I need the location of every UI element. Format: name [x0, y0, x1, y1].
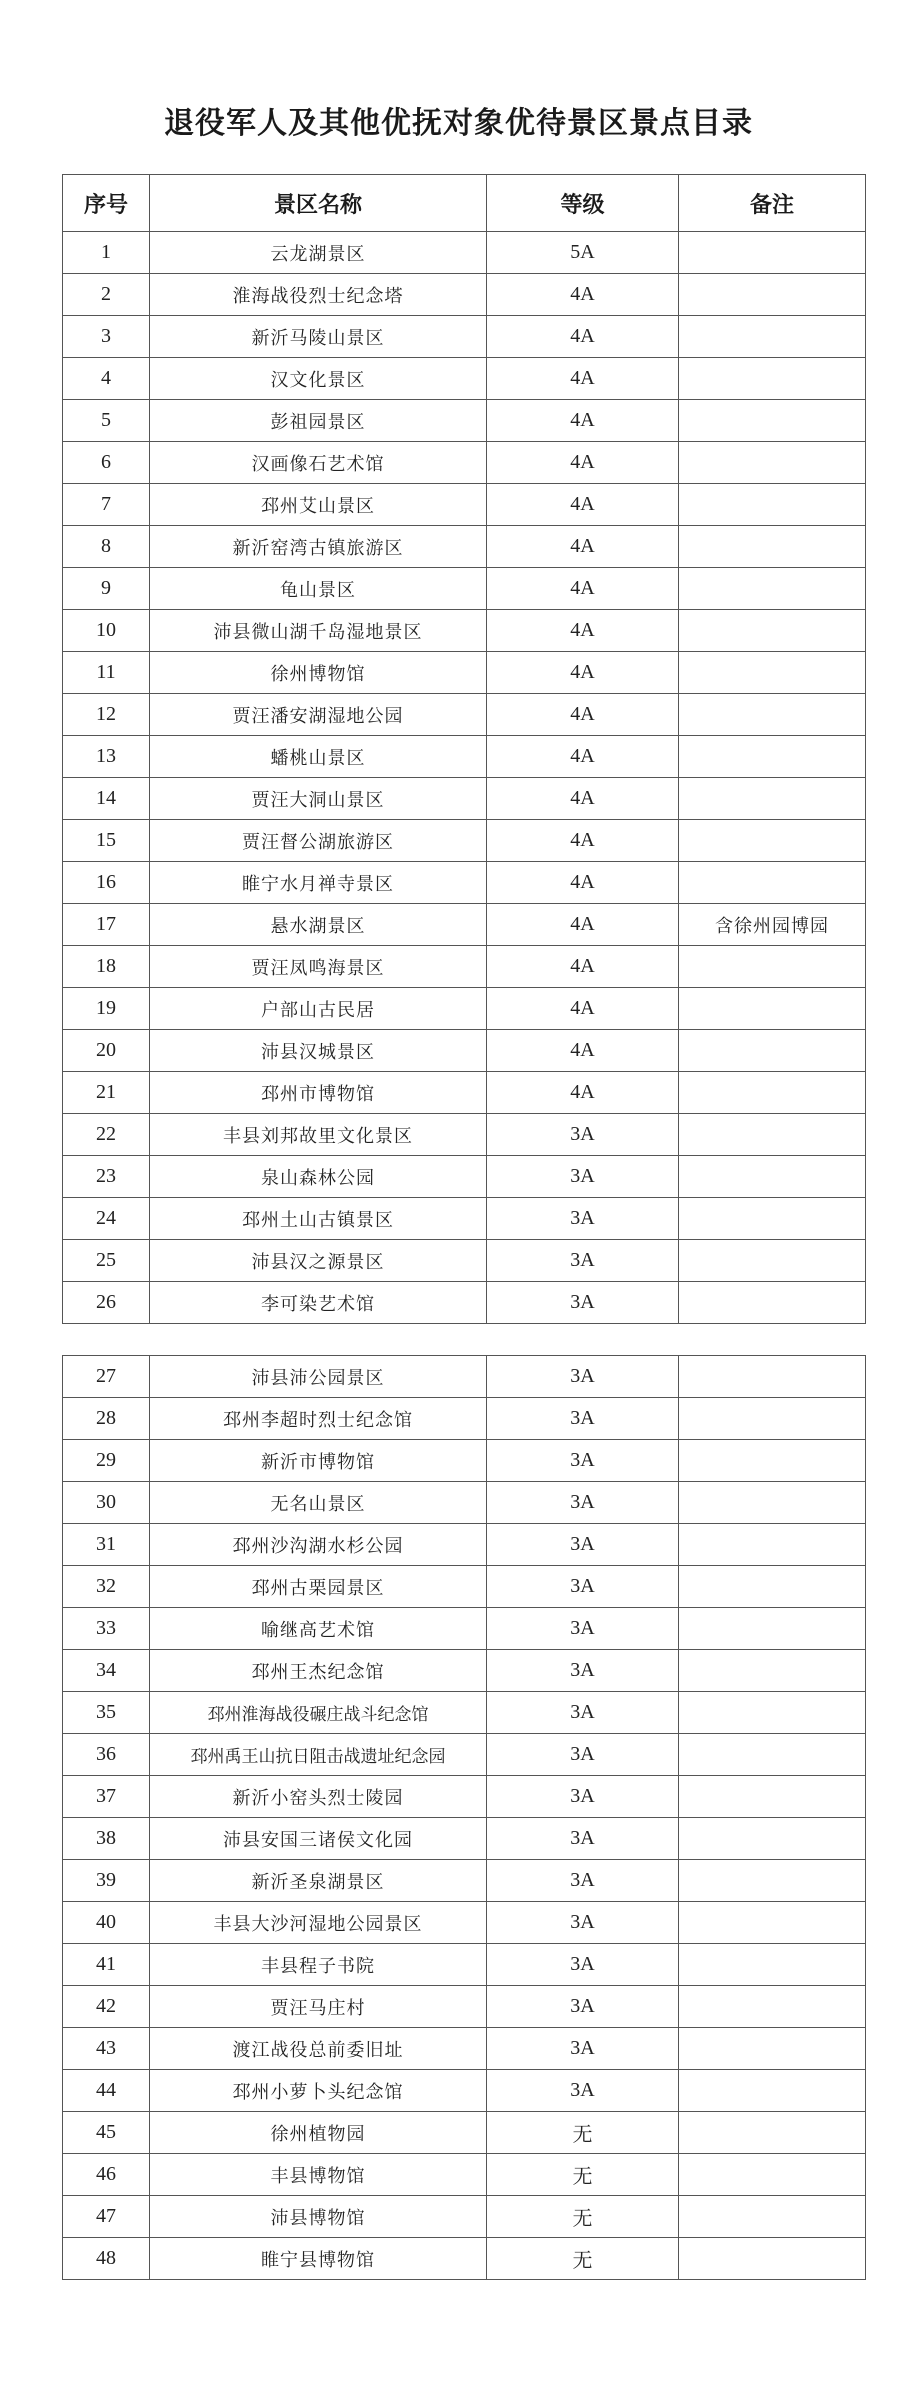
cell-remark — [679, 2154, 866, 2196]
cell-no: 32 — [63, 1566, 150, 1608]
cell-grade: 3A — [487, 1198, 679, 1240]
cell-grade: 3A — [487, 1734, 679, 1776]
cell-remark — [679, 1608, 866, 1650]
cell-grade: 4A — [487, 358, 679, 400]
cell-no: 39 — [63, 1860, 150, 1902]
cell-name: 睢宁水月禅寺景区 — [150, 862, 487, 904]
cell-name: 贾汪大洞山景区 — [150, 778, 487, 820]
cell-name: 沛县汉城景区 — [150, 1030, 487, 1072]
table-row — [63, 778, 866, 820]
cell-name: 无名山景区 — [150, 1482, 487, 1524]
cell-name: 新沂马陵山景区 — [150, 316, 487, 358]
cell-name: 新沂圣泉湖景区 — [150, 1860, 487, 1902]
cell-no: 43 — [63, 2028, 150, 2070]
table-row — [63, 1482, 866, 1524]
table-row — [63, 862, 866, 904]
table-row — [63, 358, 866, 400]
cell-no: 15 — [63, 820, 150, 862]
cell-remark — [679, 610, 866, 652]
cell-remark — [679, 1902, 866, 1944]
cell-name: 丰县博物馆 — [150, 2154, 487, 2196]
cell-remark — [679, 1692, 866, 1734]
cell-grade: 4A — [487, 316, 679, 358]
cell-remark — [679, 1198, 866, 1240]
cell-no: 4 — [63, 358, 150, 400]
table-row — [63, 652, 866, 694]
table-row — [63, 1440, 866, 1482]
header-remark: 备注 — [679, 175, 866, 232]
cell-remark — [679, 484, 866, 526]
cell-no: 19 — [63, 988, 150, 1030]
cell-remark — [679, 2070, 866, 2112]
cell-grade: 3A — [487, 1818, 679, 1860]
cell-grade: 4A — [487, 1072, 679, 1114]
cell-grade: 3A — [487, 1776, 679, 1818]
cell-no: 14 — [63, 778, 150, 820]
cell-remark — [679, 232, 866, 274]
cell-grade: 4A — [487, 568, 679, 610]
cell-grade: 4A — [487, 904, 679, 946]
table-row — [63, 2154, 866, 2196]
cell-grade: 4A — [487, 694, 679, 736]
cell-remark — [679, 1440, 866, 1482]
cell-grade: 无 — [487, 2238, 679, 2280]
cell-name: 邳州淮海战役碾庄战斗纪念馆 — [150, 1692, 487, 1734]
cell-remark — [679, 1072, 866, 1114]
table-row — [63, 2238, 866, 2280]
cell-grade: 3A — [487, 1944, 679, 1986]
table-row — [63, 1776, 866, 1818]
cell-remark — [679, 1734, 866, 1776]
cell-name: 睢宁县博物馆 — [150, 2238, 487, 2280]
cell-grade: 4A — [487, 988, 679, 1030]
table-row — [63, 946, 866, 988]
cell-grade: 4A — [487, 442, 679, 484]
table-row — [63, 2028, 866, 2070]
cell-no: 31 — [63, 1524, 150, 1566]
cell-name: 徐州博物馆 — [150, 652, 487, 694]
cell-remark — [679, 652, 866, 694]
table-row — [63, 610, 866, 652]
cell-no: 2 — [63, 274, 150, 316]
cell-name: 沛县安国三诸侯文化园 — [150, 1818, 487, 1860]
cell-remark — [679, 1114, 866, 1156]
cell-grade: 无 — [487, 2112, 679, 2154]
cell-grade: 4A — [487, 610, 679, 652]
table-row — [63, 232, 866, 274]
cell-name: 沛县汉之源景区 — [150, 1240, 487, 1282]
cell-name: 淮海战役烈士纪念塔 — [150, 274, 487, 316]
table-row — [63, 1114, 866, 1156]
cell-remark — [679, 736, 866, 778]
table-row — [63, 568, 866, 610]
cell-name: 丰县刘邦故里文化景区 — [150, 1114, 487, 1156]
cell-grade: 4A — [487, 652, 679, 694]
cell-no: 28 — [63, 1398, 150, 1440]
cell-remark — [679, 1944, 866, 1986]
cell-name: 彭祖园景区 — [150, 400, 487, 442]
cell-no: 41 — [63, 1944, 150, 1986]
table-row — [63, 1944, 866, 1986]
cell-remark — [679, 526, 866, 568]
cell-remark — [679, 946, 866, 988]
cell-no: 21 — [63, 1072, 150, 1114]
cell-no: 40 — [63, 1902, 150, 1944]
cell-name: 邳州古栗园景区 — [150, 1566, 487, 1608]
table-row — [63, 1282, 866, 1324]
table-row — [63, 1566, 866, 1608]
cell-name: 丰县大沙河湿地公园景区 — [150, 1902, 487, 1944]
cell-name: 悬水湖景区 — [150, 904, 487, 946]
cell-grade: 4A — [487, 820, 679, 862]
cell-grade: 3A — [487, 1398, 679, 1440]
cell-no: 38 — [63, 1818, 150, 1860]
cell-grade: 3A — [487, 1282, 679, 1324]
cell-grade: 3A — [487, 1566, 679, 1608]
table-row — [63, 526, 866, 568]
cell-remark — [679, 820, 866, 862]
cell-name: 新沂市博物馆 — [150, 1440, 487, 1482]
cell-name: 邳州艾山景区 — [150, 484, 487, 526]
cell-name: 邳州土山古镇景区 — [150, 1198, 487, 1240]
table-row — [63, 1608, 866, 1650]
cell-no: 29 — [63, 1440, 150, 1482]
cell-remark — [679, 2238, 866, 2280]
table-row — [63, 1734, 866, 1776]
cell-grade: 4A — [487, 736, 679, 778]
cell-name: 邳州小萝卜头纪念馆 — [150, 2070, 487, 2112]
table-header-row — [63, 175, 866, 232]
cell-name: 沛县微山湖千岛湿地景区 — [150, 610, 487, 652]
table-row — [63, 736, 866, 778]
cell-name: 李可染艺术馆 — [150, 1282, 487, 1324]
cell-no: 23 — [63, 1156, 150, 1198]
cell-grade: 4A — [487, 1030, 679, 1072]
cell-grade: 3A — [487, 1240, 679, 1282]
cell-grade: 无 — [487, 2154, 679, 2196]
cell-grade: 3A — [487, 1860, 679, 1902]
table-row — [63, 1524, 866, 1566]
table-row — [63, 400, 866, 442]
table-row — [63, 2070, 866, 2112]
cell-grade: 4A — [487, 484, 679, 526]
table-row — [63, 274, 866, 316]
header-name: 景区名称 — [150, 175, 487, 232]
cell-name: 蟠桃山景区 — [150, 736, 487, 778]
cell-remark — [679, 1986, 866, 2028]
cell-grade: 4A — [487, 862, 679, 904]
cell-remark — [679, 1156, 866, 1198]
cell-grade: 4A — [487, 400, 679, 442]
cell-no: 7 — [63, 484, 150, 526]
cell-name: 邳州李超时烈士纪念馆 — [150, 1398, 487, 1440]
cell-no: 42 — [63, 1986, 150, 2028]
table-row — [63, 1986, 866, 2028]
cell-name: 汉文化景区 — [150, 358, 487, 400]
cell-name: 新沂窑湾古镇旅游区 — [150, 526, 487, 568]
header-no: 序号 — [63, 175, 150, 232]
cell-name: 贾汪督公湖旅游区 — [150, 820, 487, 862]
cell-name: 徐州植物园 — [150, 2112, 487, 2154]
cell-grade: 4A — [487, 274, 679, 316]
cell-remark — [679, 1524, 866, 1566]
cell-grade: 3A — [487, 1986, 679, 2028]
header-grade: 等级 — [487, 175, 679, 232]
table-row — [63, 1692, 866, 1734]
cell-no: 6 — [63, 442, 150, 484]
table-row — [63, 1072, 866, 1114]
cell-no: 22 — [63, 1114, 150, 1156]
page-title: 退役军人及其他优抚对象优待景区景点目录 — [164, 106, 753, 141]
cell-no: 25 — [63, 1240, 150, 1282]
cell-remark — [679, 1398, 866, 1440]
table-row — [63, 2196, 866, 2238]
cell-name: 云龙湖景区 — [150, 232, 487, 274]
cell-grade: 3A — [487, 1524, 679, 1566]
cell-name: 喻继高艺术馆 — [150, 1608, 487, 1650]
cell-name: 贾汪马庄村 — [150, 1986, 487, 2028]
cell-no: 12 — [63, 694, 150, 736]
cell-grade: 3A — [487, 1692, 679, 1734]
cell-name: 贾汪潘安湖湿地公园 — [150, 694, 487, 736]
table-row — [63, 2112, 866, 2154]
cell-name: 新沂小窑头烈士陵园 — [150, 1776, 487, 1818]
cell-name: 户部山古民居 — [150, 988, 487, 1030]
table-row — [63, 1030, 866, 1072]
cell-remark — [679, 1566, 866, 1608]
cell-name: 丰县程子书院 — [150, 1944, 487, 1986]
cell-remark: 含徐州园博园 — [679, 904, 866, 946]
cell-grade: 4A — [487, 526, 679, 568]
cell-grade: 3A — [487, 1902, 679, 1944]
cell-grade: 3A — [487, 1482, 679, 1524]
cell-no: 10 — [63, 610, 150, 652]
table-row — [63, 1650, 866, 1692]
cell-no: 16 — [63, 862, 150, 904]
cell-remark — [679, 1030, 866, 1072]
cell-remark — [679, 862, 866, 904]
table-row — [63, 484, 866, 526]
cell-grade: 3A — [487, 1356, 679, 1398]
cell-remark — [679, 988, 866, 1030]
cell-name: 邳州禹王山抗日阻击战遗址纪念园 — [150, 1734, 487, 1776]
cell-grade: 3A — [487, 1608, 679, 1650]
cell-no: 20 — [63, 1030, 150, 1072]
table-row — [63, 988, 866, 1030]
cell-name: 渡江战役总前委旧址 — [150, 2028, 487, 2070]
table-row — [63, 1860, 866, 1902]
cell-no: 11 — [63, 652, 150, 694]
cell-no: 5 — [63, 400, 150, 442]
cell-remark — [679, 694, 866, 736]
cell-remark — [679, 1282, 866, 1324]
cell-remark — [679, 1356, 866, 1398]
cell-name: 龟山景区 — [150, 568, 487, 610]
cell-name: 邳州沙沟湖水杉公园 — [150, 1524, 487, 1566]
cell-no: 48 — [63, 2238, 150, 2280]
cell-grade: 3A — [487, 1156, 679, 1198]
table-row — [63, 316, 866, 358]
cell-no: 8 — [63, 526, 150, 568]
cell-remark — [679, 1482, 866, 1524]
scenic-spot-table-part-2 — [62, 1355, 866, 2280]
cell-no: 17 — [63, 904, 150, 946]
cell-grade: 3A — [487, 2070, 679, 2112]
scenic-spot-table-part-1 — [62, 174, 866, 1324]
cell-name: 沛县博物馆 — [150, 2196, 487, 2238]
cell-remark — [679, 358, 866, 400]
cell-no: 44 — [63, 2070, 150, 2112]
cell-remark — [679, 778, 866, 820]
cell-grade: 4A — [487, 946, 679, 988]
cell-remark — [679, 442, 866, 484]
table-row — [63, 1902, 866, 1944]
cell-name: 贾汪凤鸣海景区 — [150, 946, 487, 988]
cell-remark — [679, 316, 866, 358]
cell-remark — [679, 1650, 866, 1692]
table-row — [63, 1240, 866, 1282]
table-row — [63, 820, 866, 862]
cell-remark — [679, 1818, 866, 1860]
cell-grade: 5A — [487, 232, 679, 274]
cell-no: 30 — [63, 1482, 150, 1524]
cell-no: 1 — [63, 232, 150, 274]
cell-remark — [679, 400, 866, 442]
cell-no: 13 — [63, 736, 150, 778]
cell-name: 邳州市博物馆 — [150, 1072, 487, 1114]
table-row — [63, 694, 866, 736]
cell-remark — [679, 2112, 866, 2154]
cell-no: 3 — [63, 316, 150, 358]
table-row — [63, 1198, 866, 1240]
cell-no: 37 — [63, 1776, 150, 1818]
cell-no: 9 — [63, 568, 150, 610]
cell-grade: 3A — [487, 2028, 679, 2070]
cell-no: 45 — [63, 2112, 150, 2154]
table-row — [63, 1398, 866, 1440]
cell-no: 27 — [63, 1356, 150, 1398]
cell-no: 33 — [63, 1608, 150, 1650]
cell-no: 36 — [63, 1734, 150, 1776]
cell-no: 26 — [63, 1282, 150, 1324]
table-row — [63, 442, 866, 484]
cell-remark — [679, 274, 866, 316]
cell-grade: 3A — [487, 1650, 679, 1692]
cell-remark — [679, 568, 866, 610]
cell-no: 46 — [63, 2154, 150, 2196]
cell-no: 24 — [63, 1198, 150, 1240]
cell-name: 泉山森林公园 — [150, 1156, 487, 1198]
table-row — [63, 1356, 866, 1398]
cell-no: 35 — [63, 1692, 150, 1734]
cell-grade: 无 — [487, 2196, 679, 2238]
table-row — [63, 904, 866, 946]
cell-no: 34 — [63, 1650, 150, 1692]
cell-remark — [679, 1776, 866, 1818]
cell-grade: 3A — [487, 1114, 679, 1156]
cell-remark — [679, 1860, 866, 1902]
cell-no: 18 — [63, 946, 150, 988]
cell-name: 汉画像石艺术馆 — [150, 442, 487, 484]
cell-name: 沛县沛公园景区 — [150, 1356, 487, 1398]
cell-grade: 4A — [487, 778, 679, 820]
table-row — [63, 1156, 866, 1198]
table-row — [63, 1818, 866, 1860]
cell-remark — [679, 1240, 866, 1282]
cell-remark — [679, 2196, 866, 2238]
cell-grade: 3A — [487, 1440, 679, 1482]
cell-no: 47 — [63, 2196, 150, 2238]
cell-remark — [679, 2028, 866, 2070]
cell-name: 邳州王杰纪念馆 — [150, 1650, 487, 1692]
